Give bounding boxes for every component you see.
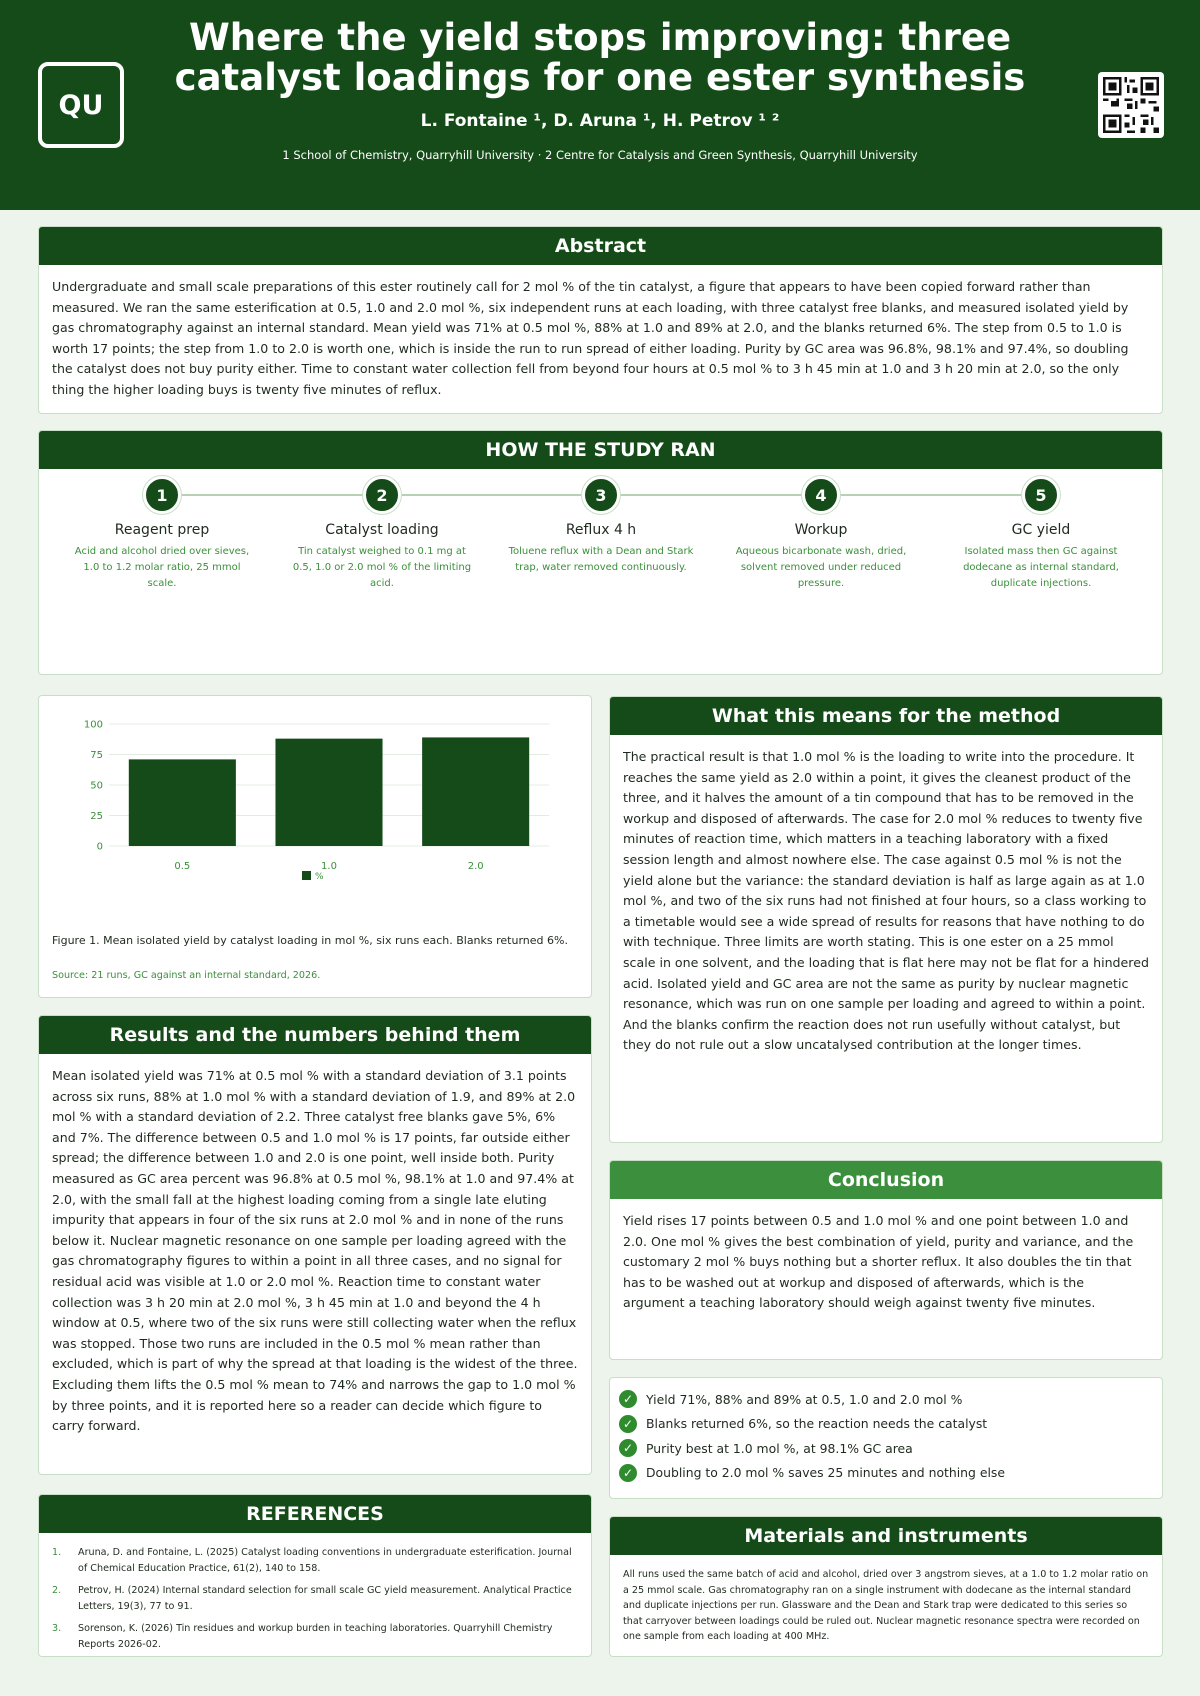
x-tick-label: 1.0 xyxy=(321,861,337,872)
reference-text: Aruna, D. and Fontaine, L. (2025) Catalyst loading conventions in undergraduate esterification. Journal of Chemical Education Practice, 61(2), 140 to 158. xyxy=(78,1547,572,1574)
reference-number: 1. xyxy=(52,1547,62,1558)
key-point-text: Yield 71%, 88% and 89% at 0.5, 1.0 and 2.0 mol % xyxy=(646,1391,963,1407)
check-icon: ✓ xyxy=(619,1390,637,1408)
legend-label: % xyxy=(315,872,324,882)
step-description: Toluene reflux with a Dean and Stark trap, water removed continuously. xyxy=(508,546,694,573)
key-point xyxy=(619,1436,1153,1461)
abstract-panel xyxy=(38,226,1163,414)
study-step xyxy=(67,476,257,592)
bar xyxy=(129,759,236,846)
check-icon: ✓ xyxy=(619,1439,637,1457)
step-number: 1 xyxy=(143,476,181,514)
figure-panel xyxy=(38,695,592,998)
x-tick-label: 2.0 xyxy=(467,861,484,872)
check-icon: ✓ xyxy=(619,1464,637,1482)
y-tick-label: 50 xyxy=(90,780,103,792)
reference-text: Sorenson, K. (2026) Tin residues and workup burden in teaching laboratories. Quarryhill Chemistry Reports 2026-02. xyxy=(78,1623,553,1650)
key-point-text: Doubling to 2.0 mol % saves 25 minutes and nothing else xyxy=(646,1465,1005,1481)
reference-item xyxy=(52,1583,578,1614)
y-tick-label: 25 xyxy=(90,811,103,822)
key-point xyxy=(619,1387,1153,1412)
authors: L. Fontaine ¹, D. Aruna ¹, H. Petrov ¹ ² xyxy=(420,111,780,131)
abstract-text: Undergraduate and small scale preparations of this ester routinely call for 2 mol % of the tin catalyst, a figure that appears to have been copied forward rather than measured. We ran the same esterification at 0.5, 1.0 and 2.0 mol %, six independent runs at each loading, with three catalyst free blanks, and measured isolated yield by gas chromatography against an internal standard. Mean yield was 71% at 0.5 mol %, 88% at 1.0 and 89% at 2.0, and the blanks returned 6%. The step from 0.5 to 1.0 is worth 17 points; the step from 1.0 to 2.0 is worth one, which is inside the run to run spread of either loading. Purity by GC area was 96.8%, 98.1% and 97.4%, so doubling the catalyst does not buy purity either. Time to constant water collection fell from beyond four hours at 0.5 mol % to 3 h 45 min at 1.0 and 3 h 20 min at 2.0, so the only thing the higher loading buys is twenty five minutes of reflux. xyxy=(52,279,1129,397)
step-number: 4 xyxy=(802,476,840,514)
key-point-text: Purity best at 1.0 mol %, at 98.1% GC area xyxy=(646,1440,913,1456)
method-panel xyxy=(609,696,1163,1143)
affiliations: 1 School of Chemistry, Quarryhill University · 2 Centre for Catalysis and Green Synthesis, Quarryhill University xyxy=(282,148,918,162)
figure-caption: Figure 1. Mean isolated yield by catalyst loading in mol %, six runs each. Blanks returned 6%. xyxy=(52,934,568,947)
study-heading: HOW THE STUDY RAN xyxy=(39,431,1162,469)
y-tick-label: 75 xyxy=(90,750,103,761)
y-tick-label: 100 xyxy=(83,719,103,731)
reference-item xyxy=(52,1545,578,1576)
poster-title: Where the yield stops improving: three catalyst loadings for one ester synthesis xyxy=(174,16,1026,99)
x-tick-label: 0.5 xyxy=(174,861,191,872)
method-heading: What this means for the method xyxy=(610,697,1162,735)
reference-number: 2. xyxy=(52,1585,62,1596)
step-label: Reagent prep xyxy=(114,522,210,538)
poster-header xyxy=(0,0,1200,210)
step-number: 5 xyxy=(1022,476,1060,514)
bar xyxy=(275,739,382,846)
step-description: Aqueous bicarbonate wash, dried, solvent removed under reduced pressure. xyxy=(735,546,907,589)
legend-swatch xyxy=(302,871,311,880)
materials-heading: Materials and instruments xyxy=(610,1517,1162,1555)
results-text: Mean isolated yield was 71% at 0.5 mol % with a standard deviation of 3.1 points across six runs, 88% at 1.0 mol % with a standard deviation of 1.9, and 89% at 2.0 mol % with a standard deviation of 2.2. Three catalyst free blanks gave 5%, 6% and 7%. The difference between 0.5 and 1.0 mol % is 17 points, far outside either spread; the difference between 1.0 and 2.0 is one point, well inside both. Purity measured as GC area percent was 96.8% at 0.5 mol %, 98.1% at 1.0 and 97.4% at 2.0, with the small fall at the highest loading coming from a single late eluting impurity that appears in four of the six runs at 2.0 mol % and in none of the runs below it. Nuclear magnetic resonance on one sample per loading agreed with the gas chromatography figures to within a point in all three cases, and no signal for residual acid was visible at 1.0 or 2.0 mol %. Reaction time to constant water collection was 3 h 20 min at 2.0 mol %, 3 h 45 min at 1.0 and beyond the 4 h window at 0.5, where two of the six runs were still collecting water when the reflux was stopped. Those two runs are included in the 0.5 mol % mean rather than excluded, which is part of why the spread at that loading is the widest of the three. Excluding them lifts the 0.5 mol % mean to 74% and narrows the gap to 1.0 mol % by three points, and it is reported here so a reader can decide which figure to carry forward. xyxy=(52,1068,578,1434)
step-label: Workup xyxy=(794,522,848,538)
step-description: Tin catalyst weighed to 0.1 mg at 0.5, 1.0 or 2.0 mol % of the limiting acid. xyxy=(292,546,472,589)
conclusion-text: Yield rises 17 points between 0.5 and 1.0 mol % and one point between 1.0 and 2.0. One mol % gives the best combination of yield, purity and variance, and the customary 2 mol % buys nothing but a shorter reflux. It also doubles the tin that has to be washed out at workup and disposed of afterwards, which is the argument a teaching laboratory should weigh against twenty five minutes. xyxy=(623,1213,1134,1311)
step-description: Acid and alcohol dried over sieves, 1.0 to 1.2 molar ratio, 25 mmol scale. xyxy=(74,546,250,589)
check-icon: ✓ xyxy=(619,1415,637,1433)
reference-text: Petrov, H. (2024) Internal standard selection for small scale GC yield measurement. Analytical Practice Letters, 19(3), 77 to 91. xyxy=(78,1585,572,1612)
study-step xyxy=(726,476,916,592)
results-panel xyxy=(38,1015,592,1475)
yield-bar-chart xyxy=(39,696,592,896)
study-step xyxy=(946,476,1136,592)
step-description: Isolated mass then GC against dodecane as internal standard, duplicate injections. xyxy=(963,546,1119,589)
key-point xyxy=(619,1412,1153,1437)
reference-item xyxy=(52,1621,578,1652)
study-step xyxy=(287,476,477,592)
materials-panel xyxy=(609,1516,1163,1657)
study-step xyxy=(506,476,696,576)
key-point-text: Blanks returned 6%, so the reaction needs the catalyst xyxy=(646,1416,988,1432)
step-number: 3 xyxy=(582,476,620,514)
step-label: GC yield xyxy=(1011,522,1071,538)
key-points-panel xyxy=(609,1377,1163,1499)
conclusion-heading: Conclusion xyxy=(610,1161,1162,1199)
step-label: Catalyst loading xyxy=(325,522,439,538)
materials-text: All runs used the same batch of acid and alcohol, dried over 3 angstrom sieves, at a 1.0 to 1.2 molar ratio on a 25 mmol scale. Gas chromatography ran on a single instrument with dodecane as the internal standard and duplicate injections per run. Glassware and the Dean and Stark trap were dedicated to this series so that carryover between loadings could be ruled out. Nuclear magnetic resonance spectra were recorded on one sample from each loading at 400 MHz. xyxy=(623,1569,1149,1643)
abstract-heading: Abstract xyxy=(39,227,1162,265)
reference-number: 3. xyxy=(52,1623,62,1634)
references-panel xyxy=(38,1494,592,1657)
step-number: 2 xyxy=(363,476,401,514)
results-heading: Results and the numbers behind them xyxy=(39,1016,591,1054)
figure-source: Source: 21 runs, GC against an internal standard, 2026. xyxy=(52,970,321,981)
bar xyxy=(422,737,529,846)
references-heading: REFERENCES xyxy=(39,1495,591,1533)
qr-code-icon[interactable] xyxy=(1098,72,1164,138)
method-text: The practical result is that 1.0 mol % is the loading to write into the procedure. It reaches the same yield as 2.0 within a point, it gives the cleanest product of the three, and it halves the amount of a tin compound that has to be removed in the workup and disposed of afterwards. The case for 2.0 mol % reduces to twenty five minutes of reaction time, which matters in a teaching laboratory with a fixed session length and almost nowhere else. The case against 0.5 mol % is not the yield alone but the variance: the standard deviation is half as large again as at 1.0 mol %, and two of the six runs had not finished at four hours, so a class working to a timetable would see a wide spread of results for reasons that have nothing to do with technique. Three limits are worth stating. This is one ester on a 25 mmol scale in one solvent, and the loading that is flat here may not be flat for a hindered acid. Isolated yield and GC area are not the same as purity by nuclear magnetic resonance, which was run on one sample per loading and agreed to within a point. And the blanks confirm the reaction does not run usefully without catalyst, but they do not rule out a slow uncatalysed contribution at the longer times. xyxy=(623,749,1149,1053)
y-tick-label: 0 xyxy=(96,841,103,853)
conclusion-panel xyxy=(609,1160,1163,1360)
university-logo: QU xyxy=(38,62,124,148)
step-label: Reflux 4 h xyxy=(565,522,637,538)
key-point xyxy=(619,1461,1153,1486)
